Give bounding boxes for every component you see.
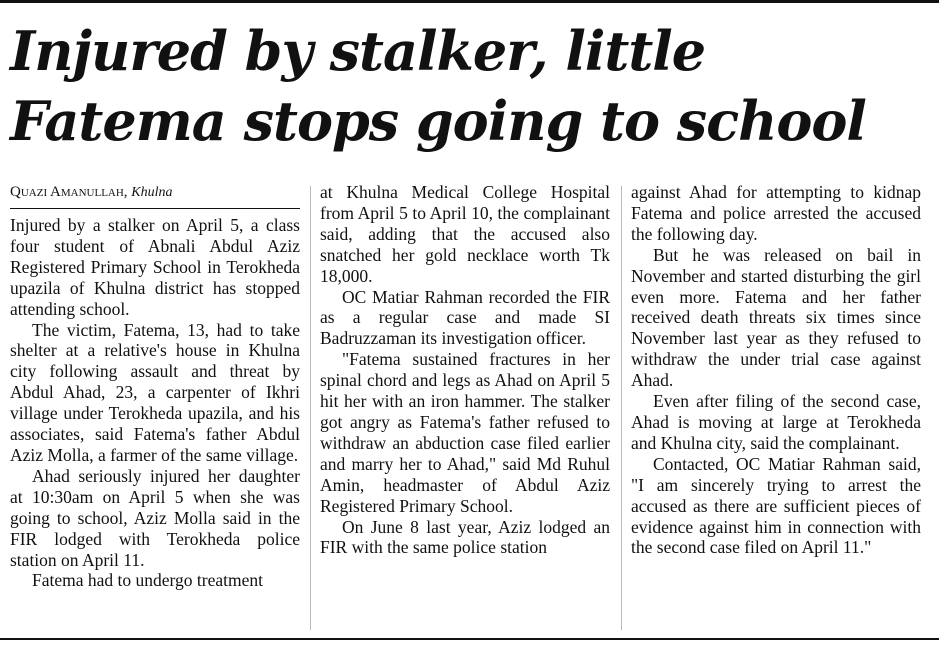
byline: [10, 182, 300, 209]
paragraph: at Khulna Medical College Hospital from April 5 to April 10, the complainant said, adding that the accused also snatched her gold necklace worth Tk 18,000.: [320, 182, 610, 286]
byline-location: Khulna: [131, 185, 173, 200]
column-3: [631, 182, 921, 558]
paragraph: OC Matiar Rahman recorded the FIR as a regular case and made SI Badruzzaman its investigation officer.: [320, 286, 610, 349]
paragraph: "Fatema sustained fractures in her spinal chord and legs as Ahad on April 5 hit her with an iron hammer. The stalker got angry as Fatema's father refused to withdraw an abduction case filed earlier and marry her to Ahad," said Md Ruhul Amin, headmaster of Abdul Aziz Registered Primary School.: [320, 349, 610, 516]
column-divider: [310, 186, 311, 630]
paragraph: Contacted, OC Matiar Rahman said, "I am sincerely trying to arrest the accused as there are sufficient pieces of evidence against him in connection with the second case filed on April 11.": [631, 453, 921, 558]
paragraph: Ahad seriously injured her daughter at 10:30am on April 5 when she was going to school, Aziz Molla said in the FIR lodged with Terokheda police station on April 11.: [10, 465, 300, 570]
top-rule: [0, 0, 939, 3]
paragraph: On June 8 last year, Aziz lodged an FIR with the same police station: [320, 516, 610, 558]
column-2: [320, 182, 610, 558]
bottom-rule: [0, 638, 939, 640]
column-1: [10, 182, 300, 591]
byline-author: Quazi Amanullah,: [10, 184, 128, 200]
paragraph: The victim, Fatema, 13, had to take shelter at a relative's house in Khulna city following assault and threat by Abdul Ahad, 23, a carpenter of Ikhri village under Terokheda upazila, and his associates, said Fatema's father Abdul Aziz Molla, a farmer of the same village.: [10, 319, 300, 465]
column-divider: [621, 186, 622, 630]
paragraph: Even after filing of the second case, Ahad is moving at large at Terokheda and Khulna city, said the complainant.: [631, 391, 921, 453]
paragraph: against Ahad for attempting to kidnap Fatema and police arrested the accused the following day.: [631, 182, 921, 244]
paragraph: Fatema had to undergo treatment: [32, 570, 263, 591]
article-headline: Injured by stalker, little Fatema stops going to school: [10, 19, 866, 153]
paragraph: But he was released on bail in November and started disturbing the girl even more. Fatema and her father received death threats six times since November last year as they refused to withdraw the under trial case against Ahad.: [631, 244, 921, 391]
paragraph: Injured by a stalker on April 5, a class four student of Abnali Abdul Aziz Registered Primary School in Terokheda upazila of Khulna district has stopped attending school.: [10, 215, 300, 319]
